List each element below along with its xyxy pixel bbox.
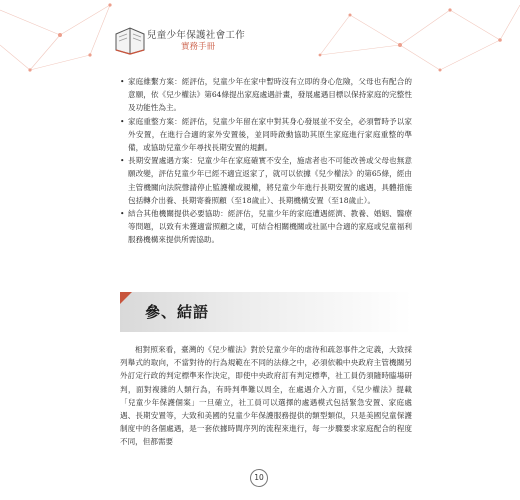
list-item-text: 長期安置處遇方案：兒童少年在家庭確實不安全，施虐者也不可能改善或父母也無意願改變，評估兒童少年已經不適宜返家了，就可以依據《兒少權法》的第65條，經由主管機關向法院聲請停止監護權或親權，將兒童少年進行長期安置的處遇，具體措施包括轉介出養、長期寄養照顧（至18歲止）、長期機構安置（至18歲止）。 bbox=[128, 156, 412, 205]
running-header-subtitle: 實務手冊 bbox=[181, 42, 216, 52]
header-network-decoration bbox=[0, 0, 520, 80]
list-item bbox=[120, 75, 412, 115]
bullet-icon: • bbox=[120, 116, 125, 126]
bullet-list bbox=[120, 75, 412, 247]
list-item bbox=[120, 154, 412, 207]
running-header-title: 兒童少年保護社會工作 bbox=[147, 30, 246, 41]
list-item-text: 家庭重整方案：經評估，兒童少年留在家中對其身心發展並不安全，必須暫時予以家外安置，在進行合適的家外安置後，並同時啟動協助其原生家庭進行家庭重整的準備，或協助兒童少年尋找長期安置的規劃。 bbox=[128, 116, 412, 153]
section-heading: 參、結語 bbox=[145, 303, 210, 321]
section-corner-accent bbox=[120, 292, 132, 304]
list-item bbox=[120, 207, 412, 247]
bullet-icon: • bbox=[120, 77, 125, 86]
book-icon bbox=[112, 24, 148, 56]
list-item-text: 家庭維繫方案：經評估，兒童少年在家中暫時沒有立即的身心危險，父母也有配合的意願，依《兒少權法》第64條提出家庭處遇計畫，發展處遇目標以保持家庭的完整性及功能性為主。 bbox=[128, 77, 412, 113]
list-item-text: 結合其他機關提供必要協助：經評估，兒童少年的家庭遭遇經濟、教養、婚姻、醫療等問題，以致有未獲適當照顧之虞，可結合相關機關或社區中合適的家庭或兒童福利服務機構來提供所需協助。 bbox=[128, 209, 412, 245]
page-number: 10 bbox=[250, 469, 268, 487]
bullet-icon: • bbox=[120, 156, 125, 166]
bullet-section bbox=[120, 75, 412, 247]
body-paragraph: 相對照來看，臺灣的《兒少權法》對於兒童少年的虐待和疏忽事件之定義，大致採列舉式的取向，不當對待的行為規範在不同的法條之中，必須依賴中央政府主管機關另外訂定行政的判定標準來作決定，即使中央政府訂有判定標準，社工員仍須隨時臨場研判，面對複雜的人類行為，有時判準難以周全，在處遇介入方面，《兒少權法》提載「兒童少年保護個案」一旦確立，社工員可以選擇的處遇模式包括緊急安置、家庭處遇、長期安置等，大致和美國的兒童少年保護服務提供的類型類似，只是美國兒童保護制度中的各個處遇，是一套依據時間序列的流程來進行，每一步驟要求家庭配合的程度不同，但都需要 bbox=[120, 345, 412, 447]
bullet-icon: • bbox=[120, 209, 125, 219]
list-item bbox=[120, 115, 412, 155]
